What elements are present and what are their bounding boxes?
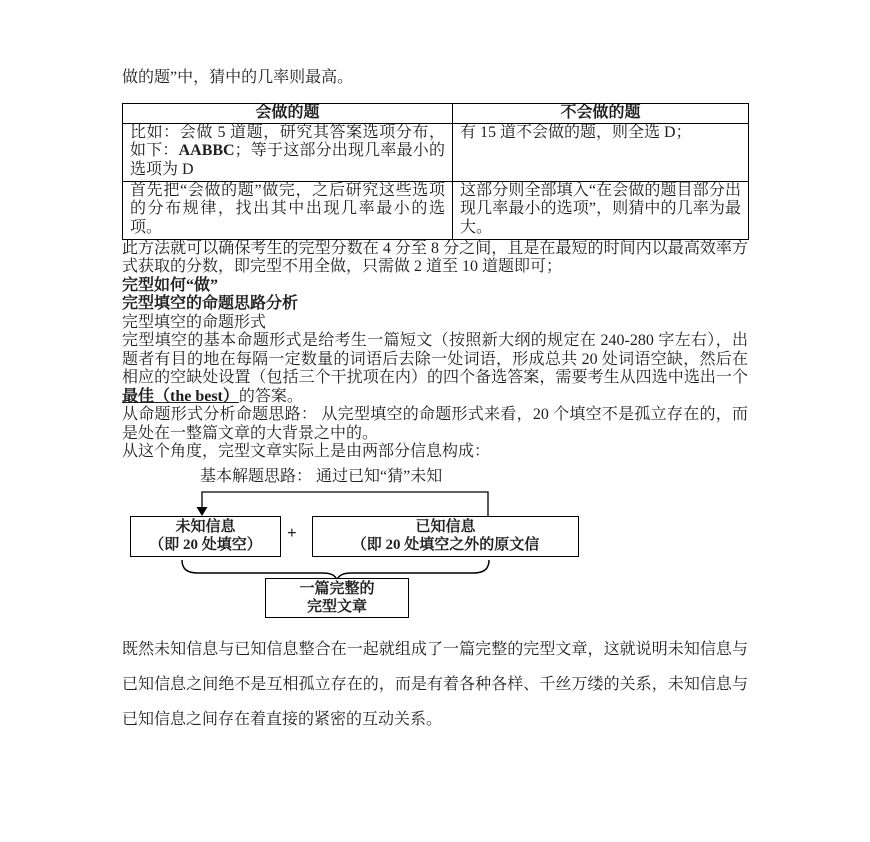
- comparison-table: [122, 103, 749, 240]
- unknown-info-subtitle: （即 20 处填空）: [149, 537, 262, 553]
- known-info-title: 已知信息: [415, 519, 476, 535]
- form-body-end: 的答案。: [238, 387, 303, 405]
- cell-text: 比如：会做 5 道题，研究其答案选项分布，如下：: [130, 123, 445, 159]
- table-row: [123, 181, 749, 239]
- table-header-unknown-questions: 不会做的题: [453, 103, 749, 123]
- known-to-unknown-connector-line: [202, 492, 488, 516]
- cell-text: ；等于这部分出现几率最小的选项为 D: [130, 142, 445, 178]
- answer-pattern-text: AABBC: [178, 142, 235, 159]
- cell-known-strategy: 首先把“会做的题”做完，之后研究这些选项的分布规律，找出其中出现几率最小的选项。: [123, 181, 453, 239]
- cell-known-example: [123, 123, 453, 181]
- table-header-known-questions: 会做的题: [123, 103, 453, 123]
- angle-paragraph: 从这个角度，完型文章实际上是由两部分信息构成：: [122, 443, 491, 460]
- intro-paragraph: 做的题”中，猜中的几率则最高。: [122, 69, 354, 86]
- form-label: 完型填空的命题形式: [122, 313, 267, 331]
- table-row: [123, 123, 749, 181]
- form-paragraph: [122, 314, 748, 407]
- cell-unknown-example: 有 15 道不会做的题，则全选 D；: [453, 123, 749, 181]
- form-body-text: 完型填空的基本命题形式是给考生一篇短文（按照新大纲的规定在 240-280 字左右），出题者有目的地在每隔一定数量的词语后去除一处词语，形成总共 20 处词语空缺，然后在相应的空缺处设置（包括三个干扰项在内）的四个备选答案，需要考生从四选中选出一个: [122, 332, 748, 386]
- section-title: 完型填空的命题思路分析: [122, 295, 299, 312]
- unknown-info-box: [130, 516, 281, 557]
- cell-unknown-strategy: 这部分则全部填入“在会做的题目部分出现几率最小的选项”，则猜中的几率为最大。: [453, 181, 749, 239]
- under-brace: [182, 560, 489, 580]
- connector-arrow-head-icon: [197, 507, 208, 516]
- best-answer-emphasis: 最佳（the best）: [122, 387, 239, 405]
- complete-article-line2: 完型文章: [306, 599, 367, 615]
- known-info-subtitle: （即 20 处填空之外的原文信: [351, 537, 540, 553]
- complete-article-line1: 一篇完整的: [299, 581, 375, 597]
- unknown-info-title: 未知信息: [175, 519, 236, 535]
- idea-line: 基本解题思路： 通过已知“猜”未知: [200, 467, 443, 485]
- known-info-box: [312, 516, 579, 557]
- analysis-paragraph: 从命题形式分析命题思路： 从完型填空的命题形式来看，20 个填空不是孤立存在的，而是处在一整篇文章的大背景之中的。: [122, 406, 748, 442]
- method-summary-paragraph: 此方法就可以确保考生的完型分数在 4 分至 8 分之间，且是在最短的时间内以最高效率方式获取的分数，即完型不用全做，只需做 2 道至 10 道题即可；: [122, 239, 748, 275]
- complete-article-box: [265, 578, 409, 618]
- cloze-composition-diagram: [122, 486, 748, 622]
- closing-paragraph: 既然未知信息与已知信息整合在一起就组成了一篇完整的完型文章，这就说明未知信息与已知信息之间绝不是互相孤立存在的，而是有着各种各样、千丝万缕的关系，未知信息与已知信息之间存在着直接的紧密的互动关系。: [122, 641, 748, 728]
- table-header-row: [123, 103, 749, 123]
- plus-sign: +: [287, 523, 297, 542]
- how-to-do-heading: 完型如何“做”: [122, 276, 219, 294]
